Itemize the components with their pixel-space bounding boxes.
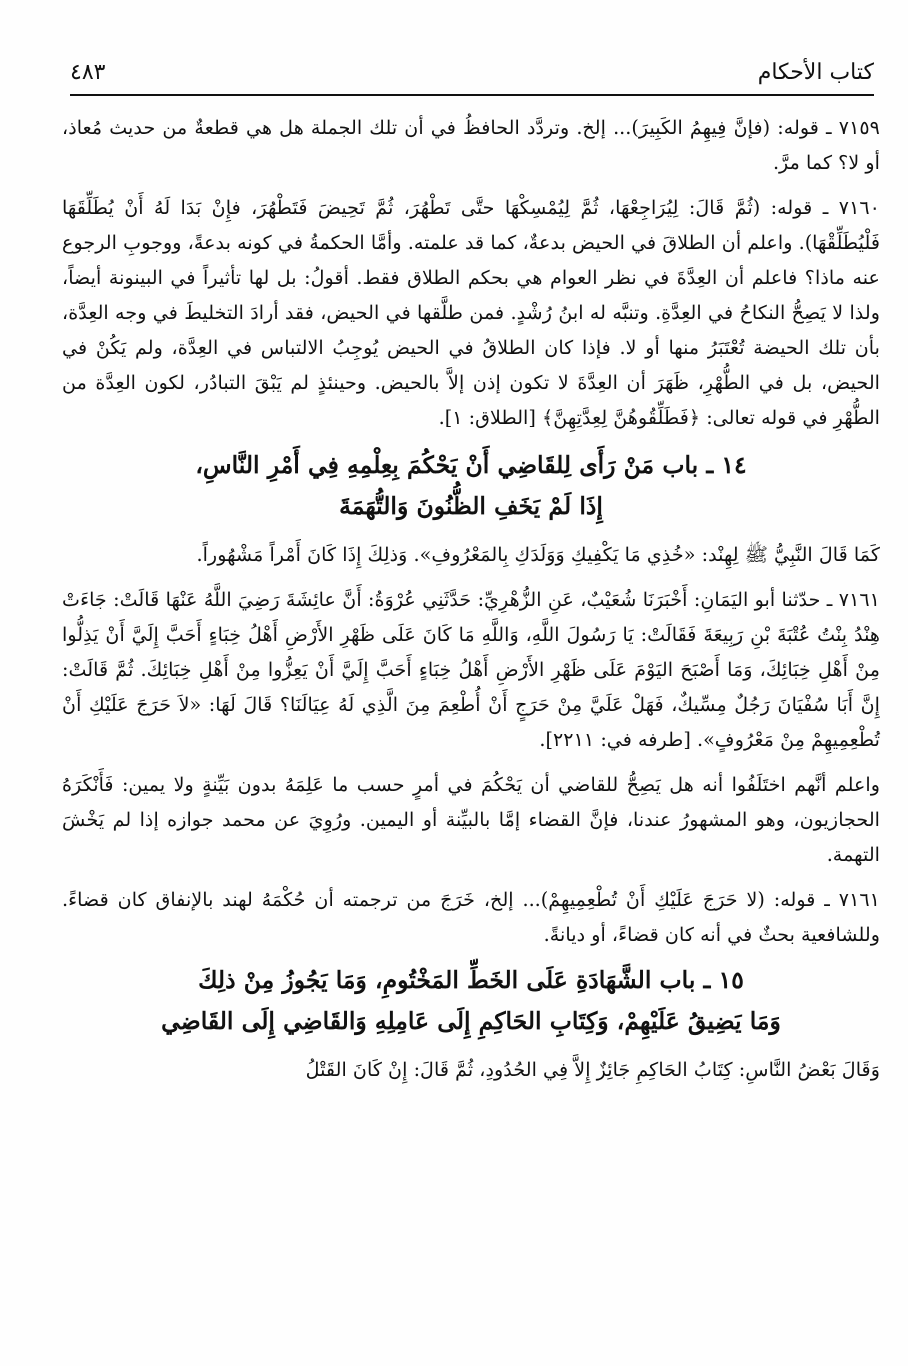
chapter-heading-15 bbox=[62, 960, 880, 1042]
chapter-heading-14 bbox=[62, 445, 880, 527]
chapter-14-intro: كَمَا قَالَ النَّبِيُّ ﷺ لِهِنْد: «خُذِي مَا يَكْفِيكِ وَوَلَدَكِ بِالمَعْرُوفِ». وَذلِكَ إِذَا كَانَ أَمْراً مَشْهُوراً. bbox=[196, 543, 880, 566]
commentary-7160: ٧١٦٠ ـ قوله: (ثُمَّ قَالَ: لِيُرَاجِعْهَا، ثُمَّ لِيُمْسِكْهَا حتَّى تَطْهُرَ، ثُمَّ تَحِيضَ فَتَطْهُرَ، فإِنْ بَدَا لَهُ أَنْ يُطَلِّقَهَا فَلْيُطَلِّقْهَا). واعلم أن الطلاقَ في الحيض بدعةٌ، كما قد علمته. وأمَّا الحكمةُ في كونه بدعةً، ووجوبِ الرجوع عنه ماذا؟ فاعلم أن العِدَّةَ في نظر العوام هي بحكم الطلاق فقط. أقولُ: بل لها تأثيراً في البينونة أيضاً، ولذا لا يَصِحُّ النكاحُ في العِدَّةِ. وتنبَّه له ابنُ رُشْدٍ. فمن طلَّقها في الحيض، فقد أرادَ التخليطَ في وجه العِدَّة، بأن تلك الحيضة تُعْتَبَرُ منها أو لا. فإذا كان الطلاقُ في الحيض يُوجِبُ الالتباس في العِدَّة، ولم يَكُنْ في الحيض، بل في الطُّهْرِ، ظَهَرَ أن العِدَّةَ لا تكون إذن إلاَّ بالحيض. وحينئذٍ لم يَبْقَ التبادُر، لكون العِدَّة من الطُّهْرِ في قوله تعالى: ﴿فَطَلِّقُوهُنَّ لِعِدَّتِهِنَّ﴾ [الطلاق: ١]. bbox=[62, 196, 880, 429]
chapter-heading-14-line-1: ١٤ ـ باب مَنْ رَأَى لِلقَاضِي أَنْ يَحْكُمَ بِعِلْمِهِ فِي أَمْرِ النَّاسِ، bbox=[195, 451, 747, 479]
running-title: كتاب الأحكام bbox=[757, 60, 874, 85]
chapter-heading-15-line-2: وَمَا يَضِيقُ عَلَيْهِمْ، وَكِتَابِ الحَاكِمِ إِلَى عَامِلِهِ وَالقَاضِي إِلَى القَاضِي bbox=[161, 1007, 781, 1035]
chapter-heading-14-line-2: إِذَا لَمْ يَخَفِ الظُّنُونَ وَالتُّهَمَةَ bbox=[339, 492, 603, 520]
page-header bbox=[70, 52, 874, 96]
commentary-judge-knowledge: واعلم أنَّهم اختَلَفُوا أنه هل يَصِحُّ للقاضي أن يَحْكُمَ في أمرٍ حسب ما عَلِمَهُ بدون بَيِّنةٍ ولا يمين: فَأَنْكَرَهُ الحجازيون، وهو المشهورُ عندنا، فإنَّ القضاء إمَّا بالبيِّنة أو اليمين. ورُوِيَ عن محمد جوازه إذا لم يَخْشَ التهمة. bbox=[62, 773, 880, 866]
chapter-15-intro: وَقَالَ بَعْضُ النَّاسِ: كِتَابُ الحَاكِمِ جَائِزٌ إِلاَّ فِي الحُدُودِ، ثُمَّ قَالَ: إِنْ كَانَ القَتْلُ bbox=[305, 1058, 880, 1081]
commentary-7159: ٧١٥٩ ـ قوله: (فإنَّ فِيهِمُ الكَبِيرَ)... إلخ. وتردَّد الحافظُ في أن تلك الجملة هل هي قطعةٌ من حديث مُعاذ، أو لا؟ كما مرَّ. bbox=[62, 116, 880, 174]
page-body bbox=[62, 110, 880, 1097]
commentary-7161: ٧١٦١ ـ قوله: (لا حَرَجَ عَلَيْكِ أَنْ تُطْعِمِيهِمْ)... إلخ، خَرَجَ من ترجمته أن حُكْمَهُ لهند بالإنفاق كان قضاءً. وللشافعية بحثٌ في أنه كان قضاءً، أو ديانةً. bbox=[62, 888, 880, 946]
page-number: ٤٨٣ bbox=[70, 60, 106, 85]
chapter-heading-15-line-1: ١٥ ـ باب الشَّهَادَةِ عَلَى الخَطِّ المَخْتُومِ، وَمَا يَجُوزُ مِنْ ذلِكَ bbox=[198, 966, 744, 994]
hadith-7161: ٧١٦١ ـ حدّثنا أبو اليَمَانِ: أَخْبَرَنَا شُعَيْبٌ، عَنِ الزُّهْرِيِّ: حَدَّثَنِي عُرْوَةُ: أَنَّ عائِشَةَ رَضِيَ اللَّهُ عَنْهَا قَالَتْ: جَاءَتْ هِنْدُ بِنْتُ عُتْبَةَ بْنِ رَبِيعَةَ فَقَالَتْ: يَا رَسُولَ اللَّهِ، وَاللَّهِ مَا كَانَ عَلَى ظَهْرِ الأَرْضِ أَهْلُ خِبَاءٍ أَحَبَّ إِلَيَّ أَنْ يَذِلُّوا مِنْ أَهْلِ خِبَائِكَ، وَمَا أَصْبَحَ اليَوْمَ عَلَى ظَهْرِ الأَرْضِ أَهْلُ خِبَاءٍ أَحَبَّ إِلَيَّ أَنْ يَعِزُّوا مِنْ أَهْلِ خِبَائِكَ. ثُمَّ قَالَتْ: إِنَّ أَبَا سُفْيَانَ رَجُلٌ مِسِّيكٌ، فَهَلْ عَلَيَّ مِنْ حَرَجٍ أَنْ أُطْعِمَ مِنَ الَّذِي لَهُ عِيَالَنَا؟ قَالَ لَهَا: «لاَ حَرَجَ عَلَيْكِ أَنْ تُطْعِمِيهِمْ مِنْ مَعْرُوفٍ». [طرفه في: ٢٢١١]. bbox=[62, 588, 880, 751]
